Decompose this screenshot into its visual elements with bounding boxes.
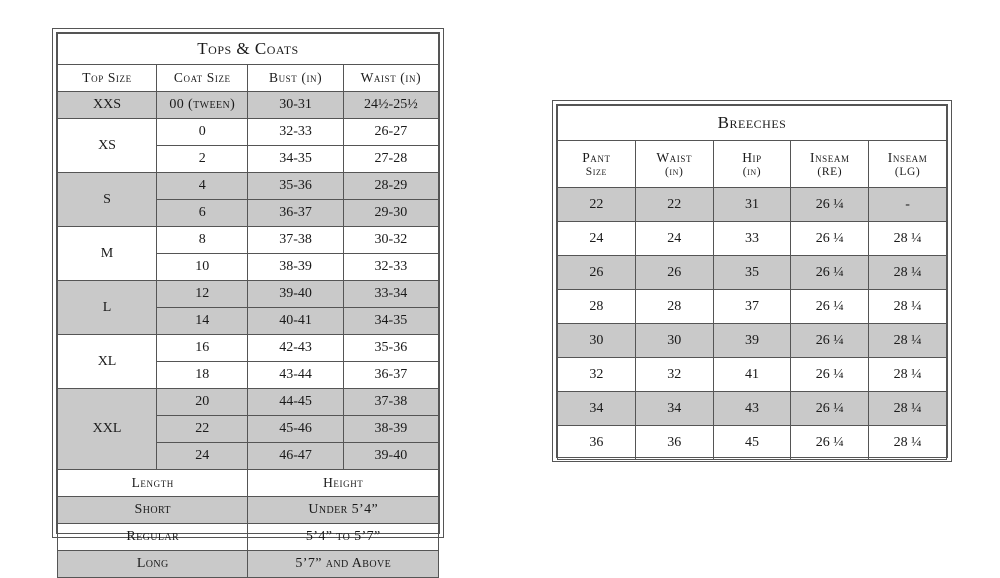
breeches-header-0-line2: Size (585, 166, 608, 178)
tops-coat-size: 12 (157, 281, 248, 308)
breeches-inseam-lg: 28 ¼ (869, 358, 947, 392)
tops-coat-size: 22 (157, 416, 248, 443)
breeches-title-row (558, 106, 947, 141)
breeches-inseam-lg: 28 ¼ (869, 222, 947, 256)
tops-size-table (57, 33, 439, 578)
breeches-inseam-re: 26 ¼ (791, 426, 869, 460)
tops-bust: 38-39 (248, 254, 343, 281)
breeches-header-0 (558, 141, 636, 188)
table-row (58, 389, 439, 416)
table-row (558, 426, 947, 460)
tops-coat-size: 24 (157, 443, 248, 470)
tops-waist: 38-39 (343, 416, 438, 443)
tops-header-1: Coat Size (157, 65, 248, 92)
length-value: Long (58, 551, 248, 578)
breeches-inseam-re: 26 ¼ (791, 188, 869, 222)
table-row (58, 281, 439, 308)
tops-waist: 37-38 (343, 389, 438, 416)
tops-header-0: Top Size (58, 65, 157, 92)
breeches-header-3-line1: Inseam (809, 150, 850, 165)
breeches-hip: 33 (713, 222, 791, 256)
tops-bust: 46-47 (248, 443, 343, 470)
tops-title: Tops & Coats (58, 34, 439, 65)
tops-coat-size: 4 (157, 173, 248, 200)
breeches-header-1-line1: Waist (656, 150, 693, 165)
height-header: Height (248, 470, 439, 497)
tops-coat-size: 10 (157, 254, 248, 281)
breeches-inseam-lg: - (869, 188, 947, 222)
breeches-waist: 36 (635, 426, 713, 460)
length-header: Length (58, 470, 248, 497)
tops-coat-size: 14 (157, 308, 248, 335)
tops-bust: 40-41 (248, 308, 343, 335)
tops-bust: 37-38 (248, 227, 343, 254)
tops-waist: 24½-25½ (343, 92, 438, 119)
table-row (58, 335, 439, 362)
table-row (58, 524, 439, 551)
breeches-hip: 41 (713, 358, 791, 392)
breeches-waist: 24 (635, 222, 713, 256)
tops-top-size: L (58, 281, 157, 335)
tops-bust: 34-35 (248, 146, 343, 173)
length-value: Short (58, 497, 248, 524)
breeches-header-2-line1: Hip (742, 150, 762, 165)
tops-waist: 27-28 (343, 146, 438, 173)
tops-bust: 36-37 (248, 200, 343, 227)
tops-coat-size: 6 (157, 200, 248, 227)
breeches-chart-inner-border (556, 104, 948, 458)
table-row (58, 497, 439, 524)
tops-coat-size: 18 (157, 362, 248, 389)
tops-coat-size: 20 (157, 389, 248, 416)
table-row (58, 227, 439, 254)
tops-chart-inner-border (56, 32, 440, 571)
table-row (558, 358, 947, 392)
table-row (58, 173, 439, 200)
breeches-inseam-re: 26 ¼ (791, 392, 869, 426)
breeches-chart (552, 100, 952, 462)
tops-coat-size: 16 (157, 335, 248, 362)
tops-coat-size: 0 (157, 119, 248, 146)
breeches-header-0-line1: Pant (582, 150, 611, 165)
breeches-inseam-re: 26 ¼ (791, 256, 869, 290)
breeches-header-2 (713, 141, 791, 188)
breeches-pant-size: 36 (558, 426, 636, 460)
tops-bust: 42-43 (248, 335, 343, 362)
breeches-pant-size: 24 (558, 222, 636, 256)
tops-bust: 45-46 (248, 416, 343, 443)
breeches-inseam-lg: 28 ¼ (869, 256, 947, 290)
height-value: 5’4” to 5’7” (248, 524, 439, 551)
tops-waist: 30-32 (343, 227, 438, 254)
tops-header-3: Waist (in) (343, 65, 438, 92)
breeches-hip: 37 (713, 290, 791, 324)
breeches-inseam-re: 26 ¼ (791, 290, 869, 324)
breeches-size-table (557, 105, 947, 460)
breeches-hip: 35 (713, 256, 791, 290)
breeches-waist: 34 (635, 392, 713, 426)
tops-waist: 26-27 (343, 119, 438, 146)
tops-header-row (58, 65, 439, 92)
breeches-inseam-lg: 28 ¼ (869, 290, 947, 324)
tops-waist: 34-35 (343, 308, 438, 335)
tops-coat-size: 2 (157, 146, 248, 173)
breeches-header-4-line2: (LG) (894, 166, 921, 178)
tops-waist: 39-40 (343, 443, 438, 470)
table-row (558, 324, 947, 358)
breeches-inseam-lg: 28 ¼ (869, 426, 947, 460)
tops-bust: 39-40 (248, 281, 343, 308)
breeches-pant-size: 34 (558, 392, 636, 426)
height-value: 5’7” and Above (248, 551, 439, 578)
table-row (558, 290, 947, 324)
tops-bust: 30-31 (248, 92, 343, 119)
breeches-header-4 (869, 141, 947, 188)
tops-waist: 28-29 (343, 173, 438, 200)
table-row (58, 551, 439, 578)
length-value: Regular (58, 524, 248, 551)
tops-top-size: XXS (58, 92, 157, 119)
breeches-header-row (558, 141, 947, 188)
table-row (558, 188, 947, 222)
breeches-waist: 32 (635, 358, 713, 392)
breeches-header-4-line1: Inseam (887, 150, 928, 165)
breeches-inseam-re: 26 ¼ (791, 222, 869, 256)
breeches-header-3-line2: (RE) (817, 166, 843, 178)
tops-waist: 36-37 (343, 362, 438, 389)
tops-bust: 35-36 (248, 173, 343, 200)
tops-and-coats-chart (52, 28, 444, 571)
breeches-pant-size: 30 (558, 324, 636, 358)
table-row (558, 392, 947, 426)
tops-bust: 32-33 (248, 119, 343, 146)
breeches-waist: 28 (635, 290, 713, 324)
breeches-pant-size: 32 (558, 358, 636, 392)
tops-waist: 29-30 (343, 200, 438, 227)
tops-top-size: M (58, 227, 157, 281)
tops-waist: 33-34 (343, 281, 438, 308)
tops-coat-size: 8 (157, 227, 248, 254)
breeches-pant-size: 26 (558, 256, 636, 290)
tops-top-size: XS (58, 119, 157, 173)
breeches-waist: 30 (635, 324, 713, 358)
breeches-inseam-re: 26 ¼ (791, 358, 869, 392)
breeches-title: Breeches (558, 106, 947, 141)
breeches-header-1-line2: (in) (664, 166, 684, 178)
breeches-waist: 26 (635, 256, 713, 290)
tops-coat-size: 00 (tween) (157, 92, 248, 119)
breeches-inseam-lg: 28 ¼ (869, 324, 947, 358)
breeches-hip: 43 (713, 392, 791, 426)
tops-title-row (58, 34, 439, 65)
breeches-hip: 31 (713, 188, 791, 222)
tops-top-size: XL (58, 335, 157, 389)
tops-waist: 35-36 (343, 335, 438, 362)
length-height-header-row (58, 470, 439, 497)
breeches-header-3 (791, 141, 869, 188)
tops-waist: 32-33 (343, 254, 438, 281)
breeches-pant-size: 22 (558, 188, 636, 222)
table-row (58, 119, 439, 146)
tops-header-2: Bust (in) (248, 65, 343, 92)
breeches-inseam-lg: 28 ¼ (869, 392, 947, 426)
tops-bust: 44-45 (248, 389, 343, 416)
table-row (558, 222, 947, 256)
breeches-pant-size: 28 (558, 290, 636, 324)
table-row (58, 92, 439, 119)
tops-top-size: S (58, 173, 157, 227)
breeches-inseam-re: 26 ¼ (791, 324, 869, 358)
tops-bust: 43-44 (248, 362, 343, 389)
table-row (558, 256, 947, 290)
height-value: Under 5’4” (248, 497, 439, 524)
breeches-header-2-line2: (in) (742, 166, 762, 178)
breeches-hip: 39 (713, 324, 791, 358)
tops-top-size: XXL (58, 389, 157, 470)
breeches-waist: 22 (635, 188, 713, 222)
breeches-header-1 (635, 141, 713, 188)
breeches-hip: 45 (713, 426, 791, 460)
